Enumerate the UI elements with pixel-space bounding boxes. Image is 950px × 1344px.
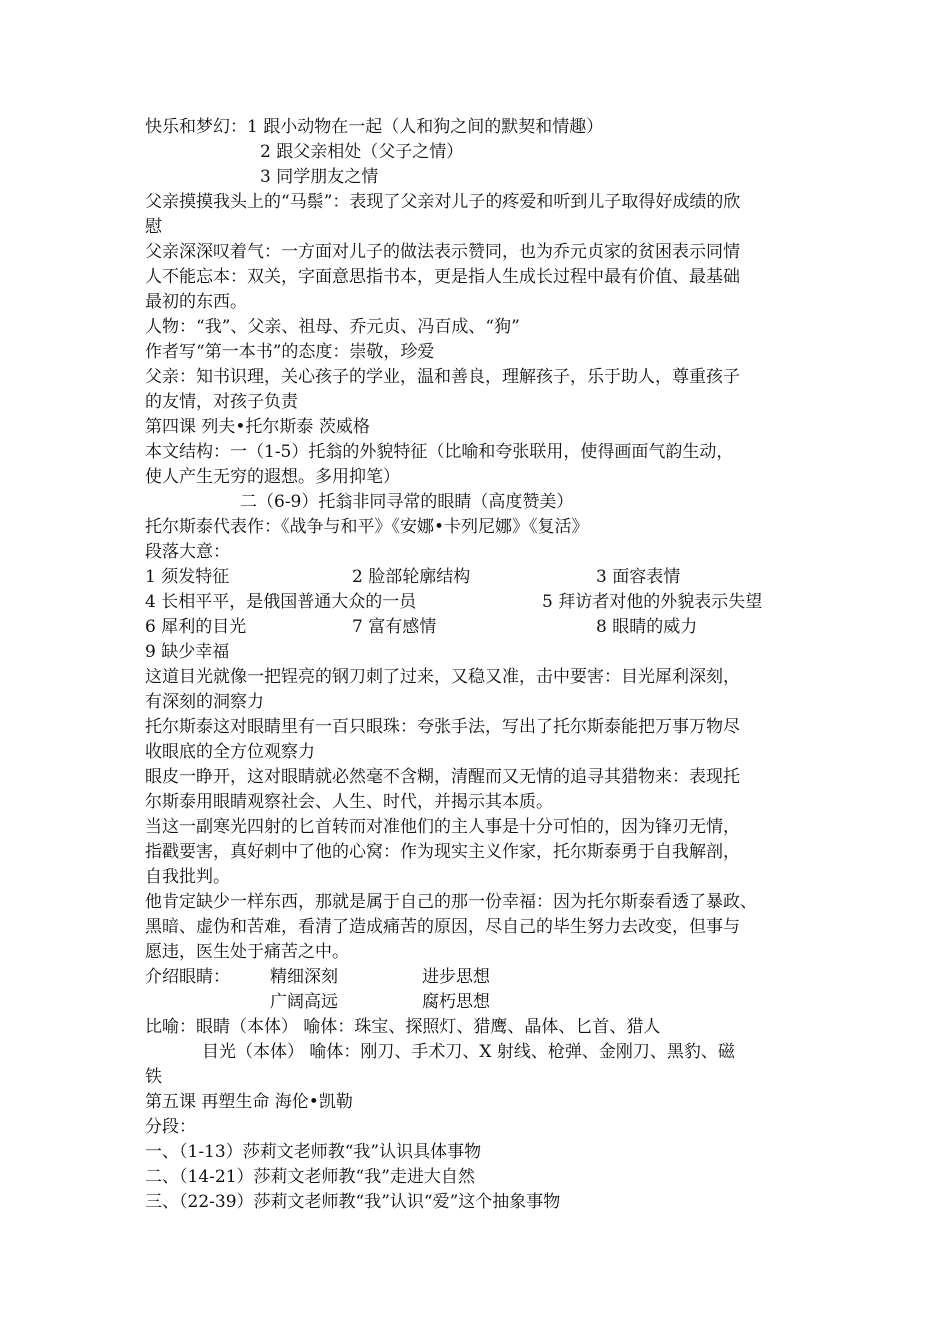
text-line: 3 同学朋友之情: [260, 167, 379, 187]
text-line: 介绍眼睛：: [145, 967, 230, 987]
text-line: 人不能忘本：双关，字面意思指书本，更是指人生成长过程中最有价值、最基础: [145, 267, 740, 287]
text-line: 黑暗、虚伪和苦难，看清了造成痛苦的原因，尽自己的毕生努力去改变，但事与: [145, 917, 740, 937]
paragraph-summary-item: 8 眼睛的威力: [596, 617, 698, 637]
text-line: 快乐和梦幻：1 跟小动物在一起（人和狗之间的默契和情趣）: [145, 117, 604, 137]
paragraph-summary-item: 5 拜访者对他的外貌表示失望: [542, 592, 763, 612]
section-heading: 第五课 再塑生命 海伦•凯勒: [145, 1092, 353, 1112]
text-line: 父亲：知书识理，关心孩子的学业，温和善良，理解孩子，乐于助人，尊重孩子: [145, 367, 740, 387]
text-line: 这道目光就像一把锃亮的钢刀刺了过来，又稳又准，击中要害：目光犀利深刻，: [145, 667, 740, 687]
text-line: 2 跟父亲相处（父子之情）: [260, 142, 464, 162]
text-line: 精细深刻: [270, 967, 338, 987]
text-line: 二、（14-21）莎莉文老师教“我”走进大自然: [145, 1167, 475, 1187]
text-line: 父亲摸摸我头上的“马鬃”：表现了父亲对儿子的疼爱和听到儿子取得好成绩的欣: [145, 192, 741, 212]
text-line: 作者写“第一本书”的态度：崇敬，珍爱: [145, 342, 435, 362]
text-line: 进步思想: [422, 967, 490, 987]
text-line: 收眼底的全方位观察力: [145, 742, 315, 762]
text-line: 铁: [145, 1067, 162, 1087]
text-line: 托尔斯泰这对眼睛里有一百只眼珠：夸张手法，写出了托尔斯泰能把万事万物尽: [145, 717, 740, 737]
text-line: 愿违，医生处于痛苦之中。: [145, 942, 349, 962]
text-line: 慰: [145, 217, 162, 237]
text-line: 三、（22-39）莎莉文老师教“我”认识“爱”这个抽象事物: [145, 1192, 561, 1212]
paragraph-summary-item: 9 缺少幸福: [145, 642, 230, 662]
text-line: 腐朽思想: [422, 992, 490, 1012]
text-line: 使人产生无穷的遐想。多用抑笔）: [145, 467, 400, 487]
text-line: 本文结构：一（1-5）托翁的外貌特征（比喻和夸张联用，使得画面气韵生动，: [145, 442, 734, 462]
paragraph-summary-item: 6 犀利的目光: [145, 617, 247, 637]
text-line: 比喻：眼睛（本体） 喻体：珠宝、探照灯、猎鹰、晶体、匕首、猎人: [145, 1017, 661, 1037]
text-line: 分段：: [145, 1117, 196, 1137]
text-line: 父亲深深叹着气：一方面对儿子的做法表示赞同，也为乔元贞家的贫困表示同情: [145, 242, 740, 262]
text-line: 眼皮一睁开，这对眼睛就必然毫不含糊，清醒而又无情的追寻其猎物来：表现托: [145, 767, 740, 787]
text-line: 最初的东西。: [145, 292, 247, 312]
text-line: 广阔高远: [270, 992, 338, 1012]
text-line: 人物：“我”、父亲、祖母、乔元贞、冯百成、“狗”: [145, 317, 520, 337]
text-line: 托尔斯泰代表作：《战争与和平》《安娜•卡列尼娜》《复活》: [145, 517, 589, 537]
paragraph-summary-item: 4 长相平平，是俄国普通大众的一员: [145, 592, 417, 612]
paragraph-summary-item: 2 脸部轮廓结构: [352, 567, 471, 587]
text-line: 二（6-9）托翁非同寻常的眼睛（高度赞美）: [240, 492, 574, 512]
text-line: 当这一副寒光四射的匕首转而对准他们的主人事是十分可怕的，因为锋刃无情，: [145, 817, 740, 837]
text-line: 目光（本体） 喻体：刚刀、手术刀、X 射线、枪弹、金刚刀、黑豹、磁: [202, 1042, 735, 1062]
text-line: 一、（1-13）莎莉文老师教“我”认识具体事物: [145, 1142, 482, 1162]
text-line: 段落大意：: [145, 542, 230, 562]
paragraph-summary-item: 3 面容表情: [596, 567, 681, 587]
text-line: 他肯定缺少一样东西，那就是属于自己的那一份幸福：因为托尔斯泰看透了暴政、: [145, 892, 757, 912]
text-line: 有深刻的洞察力: [145, 692, 264, 712]
text-line: 的友情，对孩子负责: [145, 392, 298, 412]
paragraph-summary-item: 7 富有感情: [352, 617, 437, 637]
text-line: 指戳要害，真好刺中了他的心窝：作为现实主义作家，托尔斯泰勇于自我解剖，: [145, 842, 740, 862]
text-line: 尔斯泰用眼睛观察社会、人生、时代，并揭示其本质。: [145, 792, 553, 812]
paragraph-summary-item: 1 须发特征: [145, 567, 230, 587]
text-line: 自我批判。: [145, 867, 230, 887]
section-heading: 第四课 列夫•托尔斯泰 茨威格: [145, 417, 370, 437]
